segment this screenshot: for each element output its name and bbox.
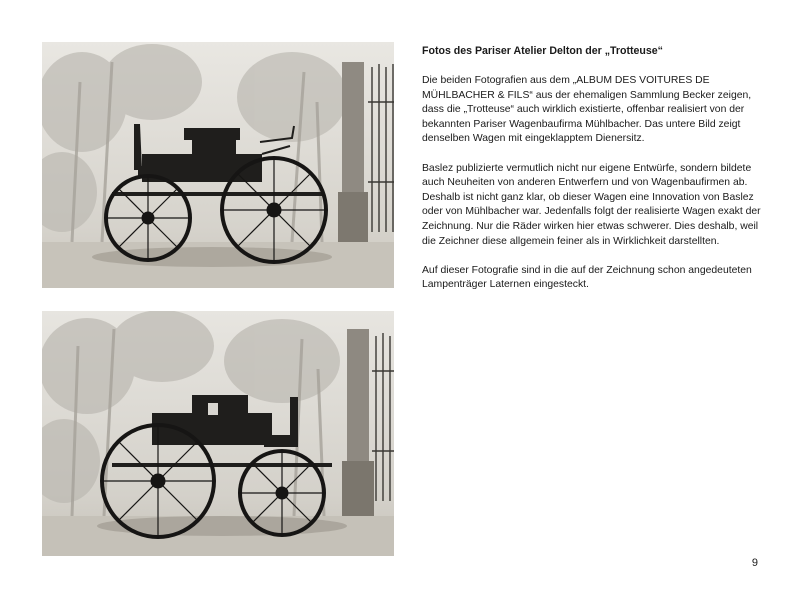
carriage-photo-bottom	[42, 311, 394, 556]
paragraph-baslez: Baslez publizierte vermutlich nicht nur eigene Entwürfe, sondern bildete auch Neuheiten von anderen Entwerfern und von Wagenbaufirmen ab. Deshalb ist nicht ganz klar, ob dieser Wagen eine Innovation von Baslez oder von Mühlbacher war. Jedenfalls folgt der realisierte Wagen exakt der Zeichnung. Nur die Räder wirken hier etwas schwerer. Dies deshalb, weil die Zeichner diese allgemein feiner als in Wirklichkeit darstellten.	[422, 162, 761, 247]
text-column	[422, 44, 762, 308]
carriage-photo-top	[42, 42, 394, 288]
page-number: 9	[751, 557, 758, 569]
paragraph-intro: Die beiden Fotografien aus dem „ALBUM DES VOITURES DE MÜHLBACHER & FILS“ aus der ehemaligen Sammlung Becker zeigen, dass die „Trotteuse“ auch wirklich existierte, offenbar realisiert von der bekannten Pariser Wagenbaufirma Mühlbacher. Das untere Bild zeigt denselben Wagen mit eingeklapptem Dienersitz.	[422, 75, 752, 145]
paragraph-lanterns: Auf dieser Fotografie sind in die auf der Zeichnung schon angedeuteten Lampenträger Laternen eingesteckt.	[422, 264, 752, 291]
section-heading: Fotos des Pariser Atelier Delton der „Trotteuse“	[422, 45, 663, 57]
